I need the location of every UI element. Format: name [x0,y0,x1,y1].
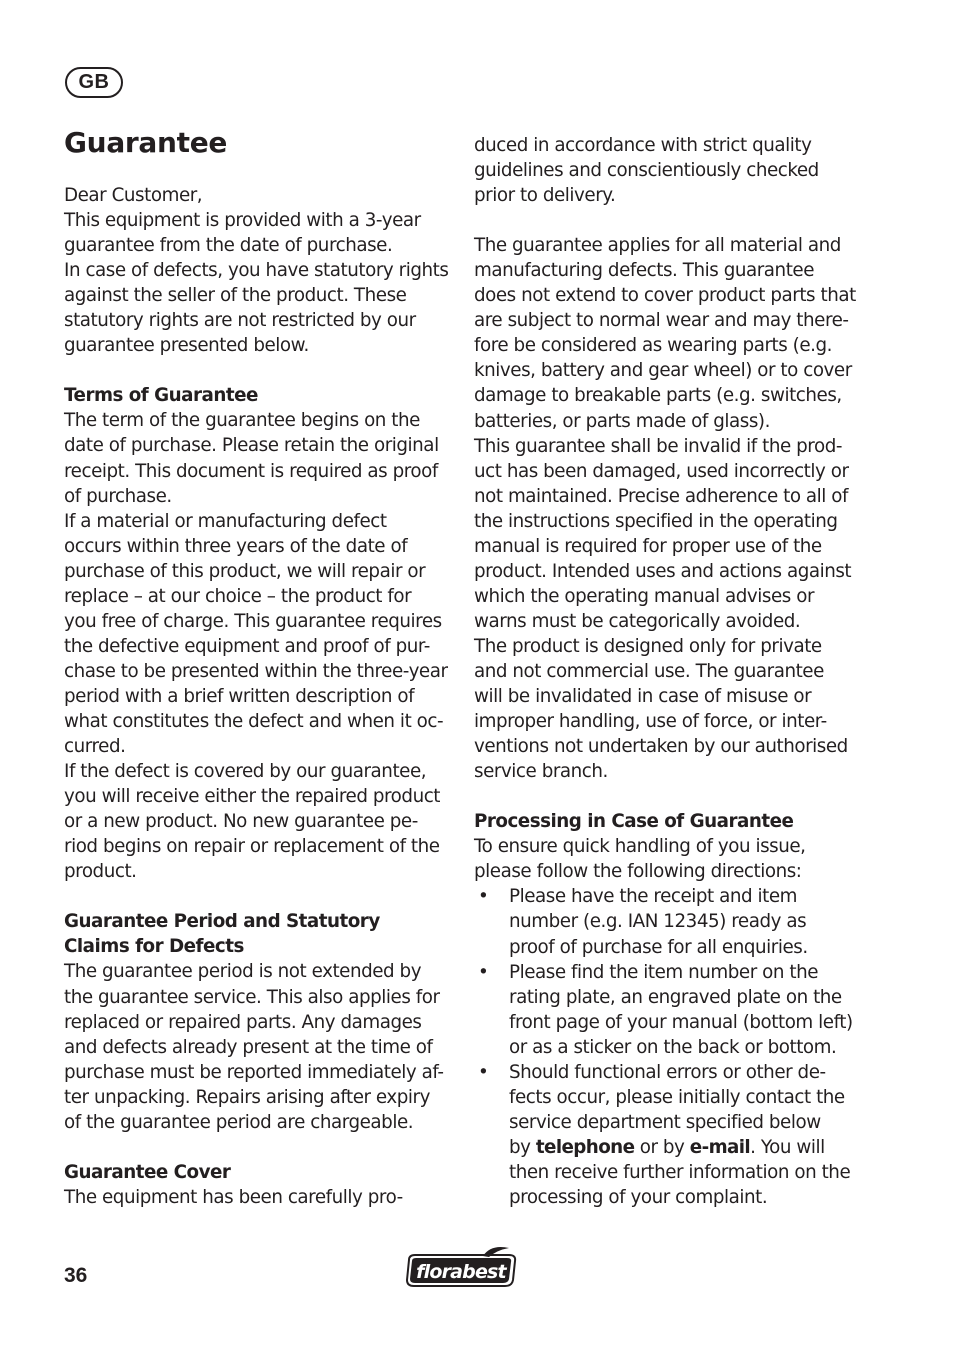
intro-line: Dear Customer, [64,185,203,206]
page-title: Guarantee [64,126,228,159]
text-fragment: or by [634,1136,690,1158]
language-badge: GB [65,67,123,98]
bullet-item [474,960,864,1060]
applies-line: product. Intended uses and actions against [474,560,852,582]
terms-line: period with a brief written description of [64,685,415,707]
applies-line: manufacturing defects. This guarantee [474,260,815,282]
page-number: 36 [64,1264,88,1287]
period-heading: Claims for Defects [64,936,244,958]
applies-line: which the operating manual advises or [474,585,815,607]
applies-line: The guarantee applies for all material and [474,235,841,257]
intro-line: against the seller of the product. These [64,285,407,307]
terms-line: or a new product. No new guarantee pe- [64,811,418,833]
processing-line: To ensure quick handling of you issue, [474,836,806,858]
terms-line: chase to be presented within the three-year [64,660,448,682]
terms-line: date of purchase. Please retain the original [64,435,439,457]
period-line: and defects already present at the time of [64,1036,433,1058]
bullet-line: Please have the receipt and item [509,886,798,908]
period-line: of the guarantee period are chargeable. [64,1111,414,1133]
logo-text: florabest [416,1261,506,1283]
terms-line: riod begins on repair or replacement of the [64,836,440,858]
applies-line: The product is designed only for private [474,635,822,657]
cover-heading: Guarantee Cover [64,1161,231,1183]
bullet-line: then receive further information on the [509,1161,851,1183]
bullet-line: Should functional errors or other de- [509,1061,826,1083]
applies-line: and not commercial use. The guarantee [474,660,824,682]
terms-line: The term of the guarantee begins on the [64,410,420,432]
bullet-line: front page of your manual (bottom left) [509,1011,853,1033]
intro-line: statutory rights are not restricted by our [64,310,416,332]
bullet-icon: • [478,886,489,908]
text-fragment: . You will [750,1136,825,1158]
bullet-line: fects occur, please initially contact the [509,1086,845,1108]
applies-line: batteries, or parts made of glass). [474,410,770,432]
bullet-icon: • [478,961,489,983]
terms-line: you free of charge. This guarantee requires [64,610,442,632]
florabest-logo-icon [405,1246,520,1290]
paragraph-gap [474,784,864,809]
paragraph-gap [64,884,454,909]
period-heading: Guarantee Period and Statutory [64,911,380,933]
period-line: replaced or repaired parts. Any damages [64,1011,422,1033]
cover-line: duced in accordance with strict quality [474,135,812,156]
applies-line: warns must be categorically avoided. [474,610,801,632]
intro-line: In case of defects, you have statutory rights [64,260,449,282]
terms-line: the defective equipment and proof of pur- [64,635,430,657]
applies-line: ventions not undertaken by our authorised [474,736,848,758]
processing-heading: Processing in Case of Guarantee [474,811,794,833]
bullet-line: Please find the item number on the [509,961,819,983]
paragraph-gap [474,208,864,233]
terms-line: of purchase. [64,485,172,507]
paragraph-gap [64,1135,454,1160]
bullet-item [474,884,864,959]
cover-line: prior to delivery. [474,185,616,207]
bullet-line: proof of purchase for all enquiries. [509,936,808,958]
terms-line: what constitutes the defect and when it oc- [64,710,444,732]
cover-line: guidelines and conscientiously checked [474,160,819,182]
bullet-line: service department specified below [509,1111,821,1133]
intro-line: guarantee from the date of purchase. [64,235,393,257]
left-column [64,183,454,1210]
bullet-line: processing of your complaint. [509,1186,768,1208]
bullet-line [509,1135,864,1160]
terms-line: you will receive either the repaired product [64,786,441,808]
applies-line: manual is required for proper use of the [474,535,822,557]
applies-line: not maintained. Precise adherence to all of [474,485,849,507]
intro-line: This equipment is provided with a 3-year [64,210,421,232]
terms-line: If the defect is covered by our guarantee, [64,761,427,783]
right-column [474,133,864,1210]
terms-line: If a material or manufacturing defect [64,510,387,532]
applies-line: uct has been damaged, used incorrectly or [474,460,849,482]
bullet-icon: • [478,1061,489,1083]
applies-line: the instructions specified in the operating [474,510,838,532]
applies-line: does not extend to cover product parts that [474,285,856,307]
applies-line: This guarantee shall be invalid if the prod- [474,435,842,457]
processing-line: please follow the following directions: [474,861,802,883]
bullet-line: rating plate, an engraved plate on the [509,986,842,1008]
terms-line: curred. [64,736,126,758]
bullet-line: or as a sticker on the back or bottom. [509,1036,837,1058]
paragraph-gap [64,358,454,383]
applies-line: knives, battery and gear wheel) or to cover [474,360,852,382]
terms-line: receipt. This document is required as proof [64,460,438,482]
period-line: the guarantee service. This also applies for [64,986,440,1008]
applies-line: will be invalidated in case of misuse or [474,686,812,708]
applies-line: service branch. [474,761,608,783]
period-line: purchase must be reported immediately af- [64,1061,444,1083]
cover-line: The equipment has been carefully pro- [64,1186,403,1208]
bullet-line: number (e.g. IAN 12345) ready as [509,911,807,933]
florabest-logo [405,1246,520,1294]
terms-heading: Terms of Guarantee [64,385,258,407]
terms-line: product. [64,861,137,883]
applies-line: damage to breakable parts (e.g. switches, [474,385,842,407]
applies-line: improper handling, use of force, or inter- [474,711,827,733]
terms-line: occurs within three years of the date of [64,535,408,557]
emphasis-text: telephone [535,1136,635,1158]
terms-line: purchase of this product, we will repair or [64,560,426,582]
terms-line: replace – at our choice – the product for [64,585,412,607]
bullet-item [474,1060,864,1210]
applies-line: fore be considered as wearing parts (e.g. [474,335,833,357]
period-line: The guarantee period is not extended by [64,961,422,983]
emphasis-text: e-mail [689,1136,751,1158]
period-line: ter unpacking. Repairs arising after expiry [64,1086,430,1108]
applies-line: are subject to normal wear and may there- [474,310,849,332]
text-fragment: by [509,1136,536,1158]
intro-line: guarantee presented below. [64,335,309,357]
